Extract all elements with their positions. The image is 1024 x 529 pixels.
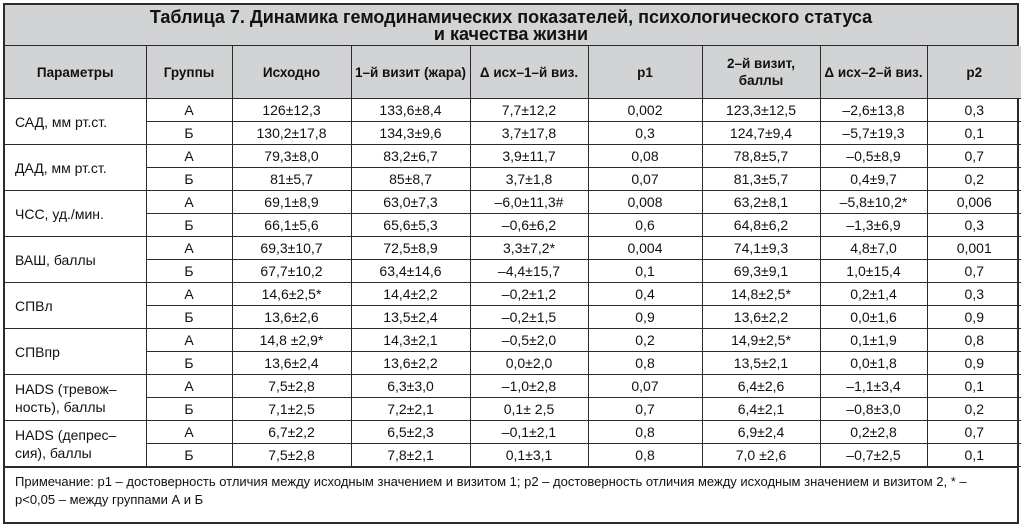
- column-header: Δ исх–2–й виз.: [820, 46, 927, 99]
- value-cell: 65,6±5,3: [351, 214, 470, 237]
- value-cell: –4,4±15,7: [470, 260, 588, 283]
- value-cell: 7,1±2,5: [232, 398, 351, 421]
- column-header: 1–й визит (жара): [351, 46, 470, 99]
- value-cell: 3,3±7,2*: [470, 237, 588, 260]
- value-cell: 69,3±10,7: [232, 237, 351, 260]
- value-cell: 14,8 ±2,9*: [232, 329, 351, 352]
- value-cell: 0,1±1,9: [820, 329, 927, 352]
- value-cell: 6,3±3,0: [351, 375, 470, 398]
- value-cell: 0,07: [588, 375, 702, 398]
- title-line-1: Таблица 7. Динамика гемодинамических показателей, психологического статуса: [149, 7, 873, 27]
- value-cell: 13,6±2,2: [351, 352, 470, 375]
- value-cell: 0,4±9,7: [820, 168, 927, 191]
- column-header: p1: [588, 46, 702, 99]
- group-cell: А: [146, 329, 232, 352]
- value-cell: 81±5,7: [232, 168, 351, 191]
- table-row: [5, 375, 1021, 398]
- value-cell: 85±8,7: [351, 168, 470, 191]
- table-row: [5, 444, 1021, 467]
- value-cell: 124,7±9,4: [702, 122, 820, 145]
- value-cell: –0,5±2,0: [470, 329, 588, 352]
- table-note: Примечание: р1 – достоверность отличия между исходным значением и визитом 1; р2 – достоверность отличия между исходным значением и визитом 2, * – р<0,05 – между группами А и Б: [5, 467, 1017, 509]
- group-cell: А: [146, 375, 232, 398]
- value-cell: 14,4±2,2: [351, 283, 470, 306]
- value-cell: 0,07: [588, 168, 702, 191]
- column-header: p2: [927, 46, 1021, 99]
- group-cell: Б: [146, 352, 232, 375]
- value-cell: –0,1±2,1: [470, 421, 588, 444]
- value-cell: 7,2±2,1: [351, 398, 470, 421]
- value-cell: 66,1±5,6: [232, 214, 351, 237]
- group-cell: Б: [146, 214, 232, 237]
- column-header: Δ исх–1–й виз.: [470, 46, 588, 99]
- value-cell: 126±12,3: [232, 99, 351, 122]
- value-cell: 14,6±2,5*: [232, 283, 351, 306]
- value-cell: 134,3±9,6: [351, 122, 470, 145]
- value-cell: 0,2±2,8: [820, 421, 927, 444]
- value-cell: 74,1±9,3: [702, 237, 820, 260]
- value-cell: 7,0 ±2,6: [702, 444, 820, 467]
- value-cell: –0,8±3,0: [820, 398, 927, 421]
- value-cell: 13,6±2,6: [232, 306, 351, 329]
- value-cell: 0,1: [927, 122, 1021, 145]
- value-cell: 64,8±6,2: [702, 214, 820, 237]
- table-row: [5, 122, 1021, 145]
- value-cell: 81,3±5,7: [702, 168, 820, 191]
- value-cell: 1,0±15,4: [820, 260, 927, 283]
- value-cell: 0,002: [588, 99, 702, 122]
- value-cell: 79,3±8,0: [232, 145, 351, 168]
- value-cell: 123,3±12,5: [702, 99, 820, 122]
- parameter-cell: СПВл: [5, 283, 146, 329]
- table-row: [5, 99, 1021, 122]
- group-cell: А: [146, 237, 232, 260]
- value-cell: –5,7±19,3: [820, 122, 927, 145]
- value-cell: 0,4: [588, 283, 702, 306]
- value-cell: 0,006: [927, 191, 1021, 214]
- value-cell: 0,0±1,8: [820, 352, 927, 375]
- column-header: Параметры: [5, 46, 146, 99]
- value-cell: 0,1± 2,5: [470, 398, 588, 421]
- table-row: [5, 214, 1021, 237]
- parameter-cell: ДАД, мм рт.ст.: [5, 145, 146, 191]
- value-cell: 0,8: [927, 329, 1021, 352]
- group-cell: А: [146, 191, 232, 214]
- value-cell: 133,6±8,4: [351, 99, 470, 122]
- table-figure: [3, 3, 1019, 524]
- column-header: Группы: [146, 46, 232, 99]
- value-cell: 14,3±2,1: [351, 329, 470, 352]
- table-body: [5, 99, 1021, 467]
- value-cell: –6,0±11,3#: [470, 191, 588, 214]
- value-cell: –0,6±6,2: [470, 214, 588, 237]
- value-cell: 69,1±8,9: [232, 191, 351, 214]
- title-line-2: и качества жизни: [433, 24, 589, 44]
- value-cell: 0,008: [588, 191, 702, 214]
- value-cell: 13,6±2,2: [702, 306, 820, 329]
- value-cell: –0,5±8,9: [820, 145, 927, 168]
- table-row: [5, 329, 1021, 352]
- table-row: [5, 421, 1021, 444]
- value-cell: 0,0±2,0: [470, 352, 588, 375]
- value-cell: 63,0±7,3: [351, 191, 470, 214]
- value-cell: 0,1: [927, 444, 1021, 467]
- table-row: [5, 352, 1021, 375]
- data-table: [5, 46, 1021, 467]
- value-cell: 63,2±8,1: [702, 191, 820, 214]
- group-cell: Б: [146, 398, 232, 421]
- table-row: [5, 260, 1021, 283]
- value-cell: 0,08: [588, 145, 702, 168]
- value-cell: 0,7: [927, 421, 1021, 444]
- value-cell: 0,7: [927, 260, 1021, 283]
- value-cell: 0,9: [927, 306, 1021, 329]
- value-cell: –0,7±2,5: [820, 444, 927, 467]
- value-cell: 3,7±1,8: [470, 168, 588, 191]
- value-cell: –1,1±3,4: [820, 375, 927, 398]
- value-cell: –0,2±1,5: [470, 306, 588, 329]
- table-row: [5, 145, 1021, 168]
- table-row: [5, 398, 1021, 421]
- value-cell: 3,7±17,8: [470, 122, 588, 145]
- value-cell: 7,7±12,2: [470, 99, 588, 122]
- value-cell: 0,2: [927, 398, 1021, 421]
- header-row: [5, 46, 1021, 99]
- group-cell: А: [146, 283, 232, 306]
- value-cell: 67,7±10,2: [232, 260, 351, 283]
- value-cell: 0,3: [927, 283, 1021, 306]
- table-row: [5, 283, 1021, 306]
- value-cell: 0,9: [588, 306, 702, 329]
- value-cell: 6,4±2,1: [702, 398, 820, 421]
- value-cell: 0,7: [588, 398, 702, 421]
- parameter-cell: ЧСС, уд./мин.: [5, 191, 146, 237]
- value-cell: 0,001: [927, 237, 1021, 260]
- value-cell: 4,8±7,0: [820, 237, 927, 260]
- value-cell: –0,2±1,2: [470, 283, 588, 306]
- value-cell: 0,1: [927, 375, 1021, 398]
- value-cell: 3,9±11,7: [470, 145, 588, 168]
- value-cell: 0,1: [588, 260, 702, 283]
- value-cell: –2,6±13,8: [820, 99, 927, 122]
- value-cell: 83,2±6,7: [351, 145, 470, 168]
- table-title: [5, 5, 1017, 46]
- value-cell: 0,8: [588, 352, 702, 375]
- table-row: [5, 306, 1021, 329]
- value-cell: 0,2±1,4: [820, 283, 927, 306]
- group-cell: Б: [146, 306, 232, 329]
- group-cell: Б: [146, 122, 232, 145]
- value-cell: 72,5±8,9: [351, 237, 470, 260]
- value-cell: 0,004: [588, 237, 702, 260]
- parameter-cell: HADS (тревож–ность), баллы: [5, 375, 146, 421]
- value-cell: 13,5±2,1: [702, 352, 820, 375]
- value-cell: 0,3: [927, 99, 1021, 122]
- value-cell: 0,6: [588, 214, 702, 237]
- value-cell: 7,8±2,1: [351, 444, 470, 467]
- value-cell: 0,3: [927, 214, 1021, 237]
- value-cell: 6,4±2,6: [702, 375, 820, 398]
- value-cell: 0,0±1,6: [820, 306, 927, 329]
- value-cell: –1,3±6,9: [820, 214, 927, 237]
- group-cell: А: [146, 99, 232, 122]
- value-cell: –1,0±2,8: [470, 375, 588, 398]
- value-cell: 14,8±2,5*: [702, 283, 820, 306]
- value-cell: 13,5±2,4: [351, 306, 470, 329]
- value-cell: 0,1±3,1: [470, 444, 588, 467]
- value-cell: 0,2: [927, 168, 1021, 191]
- group-cell: Б: [146, 168, 232, 191]
- value-cell: 14,9±2,5*: [702, 329, 820, 352]
- value-cell: 63,4±14,6: [351, 260, 470, 283]
- group-cell: А: [146, 145, 232, 168]
- parameter-cell: HADS (депрес–сия), баллы: [5, 421, 146, 467]
- column-header: Исходно: [232, 46, 351, 99]
- value-cell: 13,6±2,4: [232, 352, 351, 375]
- value-cell: 69,3±9,1: [702, 260, 820, 283]
- value-cell: 78,8±5,7: [702, 145, 820, 168]
- group-cell: Б: [146, 444, 232, 467]
- value-cell: 130,2±17,8: [232, 122, 351, 145]
- parameter-cell: СПВпр: [5, 329, 146, 375]
- group-cell: Б: [146, 260, 232, 283]
- parameter-cell: САД, мм рт.ст.: [5, 99, 146, 145]
- group-cell: А: [146, 421, 232, 444]
- value-cell: 7,5±2,8: [232, 375, 351, 398]
- value-cell: 0,8: [588, 444, 702, 467]
- value-cell: 7,5±2,8: [232, 444, 351, 467]
- value-cell: 0,7: [927, 145, 1021, 168]
- value-cell: 0,3: [588, 122, 702, 145]
- value-cell: 0,9: [927, 352, 1021, 375]
- value-cell: 0,8: [588, 421, 702, 444]
- value-cell: –5,8±10,2*: [820, 191, 927, 214]
- table-row: [5, 191, 1021, 214]
- table-row: [5, 168, 1021, 191]
- value-cell: 6,9±2,4: [702, 421, 820, 444]
- value-cell: 6,7±2,2: [232, 421, 351, 444]
- value-cell: 6,5±2,3: [351, 421, 470, 444]
- table-row: [5, 237, 1021, 260]
- value-cell: 0,2: [588, 329, 702, 352]
- parameter-cell: ВАШ, баллы: [5, 237, 146, 283]
- column-header: 2–й визит, баллы: [702, 46, 820, 99]
